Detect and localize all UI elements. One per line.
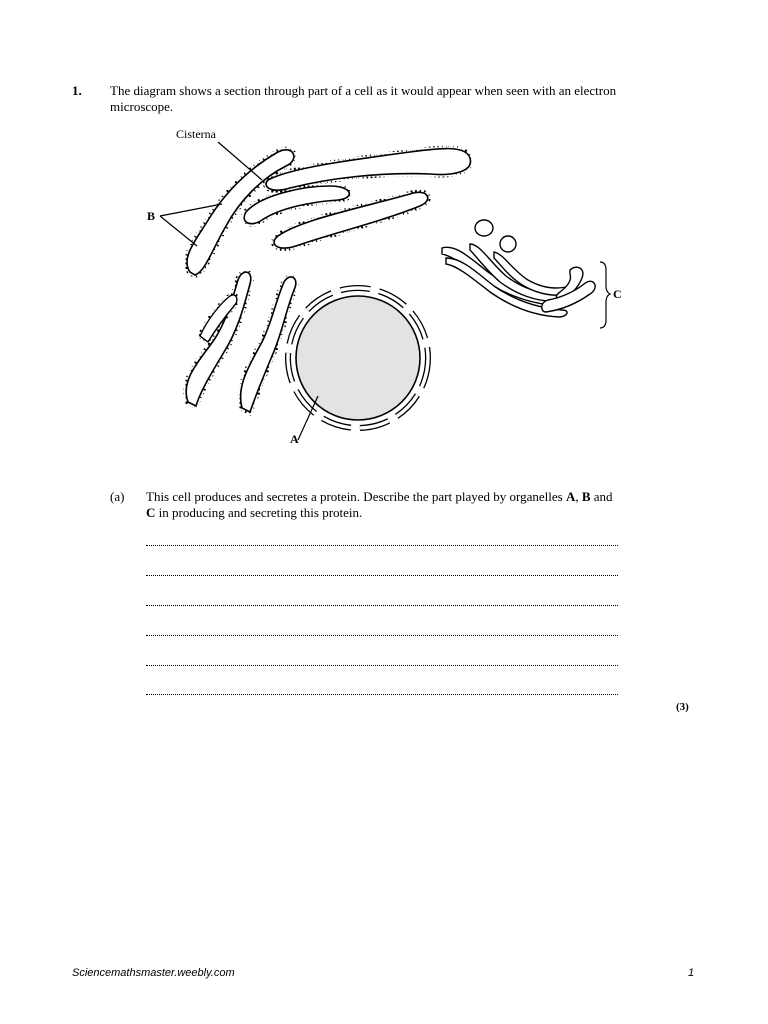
answer-line-2[interactable] xyxy=(146,573,618,576)
part-a-text-start: This cell produces and secretes a protein. Describe the part played by organelles xyxy=(146,489,566,504)
nucleus xyxy=(288,288,428,428)
question-number: 1. xyxy=(72,83,82,98)
part-a-organelle-b: B xyxy=(581,489,591,504)
cell-diagram xyxy=(0,0,768,470)
b-leader-2 xyxy=(160,216,197,246)
part-a-question xyxy=(146,489,676,521)
answer-line-4[interactable] xyxy=(146,633,618,636)
part-a-text-end: in producing and secreting this protein. xyxy=(155,505,363,520)
cisterna-leader xyxy=(218,142,262,180)
c-bracket xyxy=(600,262,610,328)
answer-line-1[interactable] xyxy=(146,543,618,546)
question-intro: The diagram shows a section through part of a cell as it would appear when seen with an electron microscope. xyxy=(110,83,617,114)
label-cisterna: Cisterna xyxy=(176,127,216,141)
label-c: C xyxy=(613,287,622,301)
rough-er-lower xyxy=(186,272,296,412)
label-b: B xyxy=(147,209,156,223)
part-a-organelle-c: C xyxy=(146,505,156,520)
answer-line-5[interactable] xyxy=(146,663,618,666)
marks: (3) xyxy=(676,701,689,713)
golgi-apparatus xyxy=(442,220,595,317)
label-a: A xyxy=(290,432,299,446)
answer-line-3[interactable] xyxy=(146,603,618,606)
part-a-separator: , xyxy=(575,489,582,504)
footer-site: Sciencemathsmaster.weebly.com xyxy=(72,967,235,979)
part-a-label: (a) xyxy=(110,489,125,504)
part-a-and: and xyxy=(590,489,613,504)
answer-line-6[interactable] xyxy=(146,692,618,695)
rough-er-upper xyxy=(187,149,471,275)
page-number: 1 xyxy=(688,967,695,979)
part-a-organelle-a: A xyxy=(565,489,576,504)
